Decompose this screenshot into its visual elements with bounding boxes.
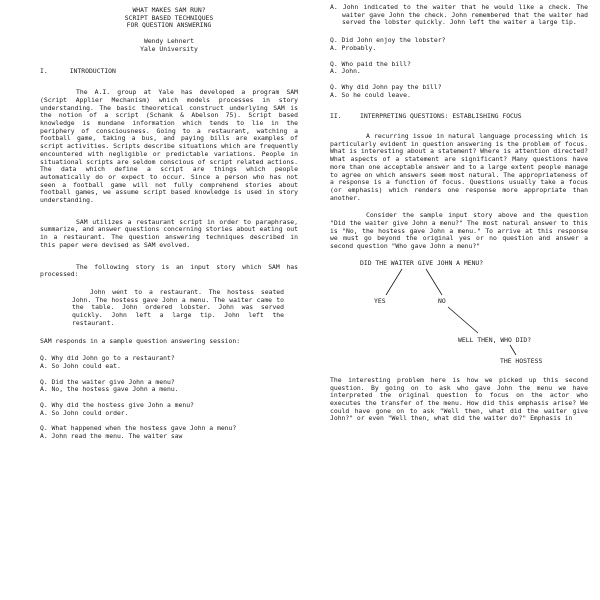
title-line-1: WHAT MAKES SAM RUN? xyxy=(132,6,206,14)
qa-pair xyxy=(330,84,588,99)
qa-pair xyxy=(40,402,298,417)
diagram-well-then: WELL THEN, WHO DID? xyxy=(458,335,532,344)
answer: A. So John could eat. xyxy=(40,361,121,370)
answer: A. Probably. xyxy=(330,43,377,52)
qa-pair xyxy=(330,61,588,76)
diagram-line-well xyxy=(448,307,478,333)
qa-session-right xyxy=(330,37,588,99)
qa-pair xyxy=(330,37,588,52)
section-2-paragraph-3: The interesting problem here is how we picked up this second question. By going on to ask who gave John the menu we have interpreted the original question to focus on the actor who executes the transfer of the menu. How did this emphasis arise? We could have gone on to ask "Well then, what did the waiter give John?" or even "Well then, what did the waiter do?" Emphasis in xyxy=(330,375,588,423)
left-column xyxy=(40,0,298,441)
diagram-line-no xyxy=(426,269,442,295)
section-2-title: INTERPRETING QUESTIONS: ESTABLISHING FOCUS xyxy=(360,112,522,121)
intro-paragraph-2: SAM utilizes a restaurant script in order to paraphrase, summarize, and answer questions concerning stories about eating out in a restaurant. The question answering techniques described in this paper were devised as SAM evolved. xyxy=(40,217,298,249)
answer: A. John. xyxy=(330,67,361,76)
section-2-number: II. xyxy=(330,112,342,121)
affiliation: Yale University xyxy=(140,44,198,53)
question: Q. Why did the hostess give John a menu? xyxy=(40,401,194,410)
author: Wendy Lehnert xyxy=(143,37,195,46)
answer: A. John read the menu. The waiter saw xyxy=(40,432,183,441)
section-2-heading xyxy=(330,113,588,121)
diagram-question: DID THE WAITER GIVE JOHN A MENU? xyxy=(360,258,484,267)
section-2-paragraph-2: Consider the sample input story above and the question "Did the waiter give John a menu?" The most natural answer to this is "No, the hostess gave John a menu." To arrive at this response we must go beyond the original yes or no question and answer a second question "Who gave John a menu?" xyxy=(330,211,588,251)
question: Q. Why did John go to a restaurant? xyxy=(40,354,175,363)
question: Q. Why did John pay the bill? xyxy=(330,82,442,91)
section-1-heading xyxy=(40,68,298,76)
input-story: John went to a restaurant. The hostess seated John. The hostess gave John a menu. The waiter came to the table. John ordered lobster. John was served quickly. John left a large tip. John left the restaurant. xyxy=(72,287,284,327)
responds-line: SAM responds in a sample question answering session: xyxy=(40,336,241,345)
right-column xyxy=(330,0,588,423)
focus-diagram xyxy=(330,255,588,367)
answer: A. So John could order. xyxy=(40,408,129,417)
section-1-number: I. xyxy=(40,66,48,75)
answer: A. So he could leave. xyxy=(330,90,411,99)
qa-pair xyxy=(40,379,298,394)
answer: A. No, the hostess gave John a menu. xyxy=(40,385,179,394)
section-2-paragraph-1: A recurring issue in natural language processing which is particularly evident in question answering is the problem of focus. What is interesting about a statement? Where is attention directed? What aspects of a statement are significant? Many questions have more than one acceptable answer and to a large extent people manage to agree on which answers seem most natural. The appropriateness of a response is a function of focus. Questions usually take a focus (or emphasis) which renders one response more appropriate than another. xyxy=(330,132,588,202)
question: Q. Did the waiter give John a menu? xyxy=(40,377,175,386)
diagram-hostess: THE HOSTESS xyxy=(500,356,543,365)
qa-pair xyxy=(40,355,298,370)
continued-answer: A. John indicated to the waiter that he would like a check. The waiter gave John the check. John remembered that the waiter had served the lobster quickly. John left the waiter a large tip. xyxy=(330,3,588,27)
title-block xyxy=(40,7,298,54)
qa-pair xyxy=(40,425,298,440)
qa-session-left xyxy=(40,355,298,441)
question: Q. Did John enjoy the lobster? xyxy=(330,36,446,45)
section-1-title: INTRODUCTION xyxy=(69,66,116,75)
question: Q. What happened when the hostess gave John a menu? xyxy=(40,424,237,433)
intro-paragraph-3: The following story is an input story which SAM has processed: xyxy=(40,262,298,279)
title-line-3: FOR QUESTION ANSWERING xyxy=(126,21,212,30)
question: Q. Who paid the bill? xyxy=(330,59,411,68)
title-line-2: SCRIPT BASED TECHNIQUES xyxy=(124,13,214,22)
diagram-no: NO xyxy=(438,296,446,305)
intro-paragraph-1: The A.I. group at Yale has developed a program SAM (Script Applier Mechanism) which models processes in story understanding. The basic theoretical construct underlying SAM is the notion of a script (Schank & Abelson 75). Script based knowledge is mundane information which tends to lie in the periphery of consciousness. Going to a restaurant, watching a football game, taking a bus, and paying bills are examples of script activities. Scripts describe situations which are frequently encountered with negligible or predictable variations. People in situational scripts are seldom conscious of script related actions. The data which define a script are things which people automatically do or expect to occur. Since a person who has not seen a football game will not fully comprehend stories about football games, we assume script based knowledge is used in story understanding. xyxy=(40,88,298,205)
diagram-yes: YES xyxy=(374,296,386,305)
diagram-line-hostess xyxy=(510,345,516,355)
diagram-line-yes xyxy=(386,269,402,295)
